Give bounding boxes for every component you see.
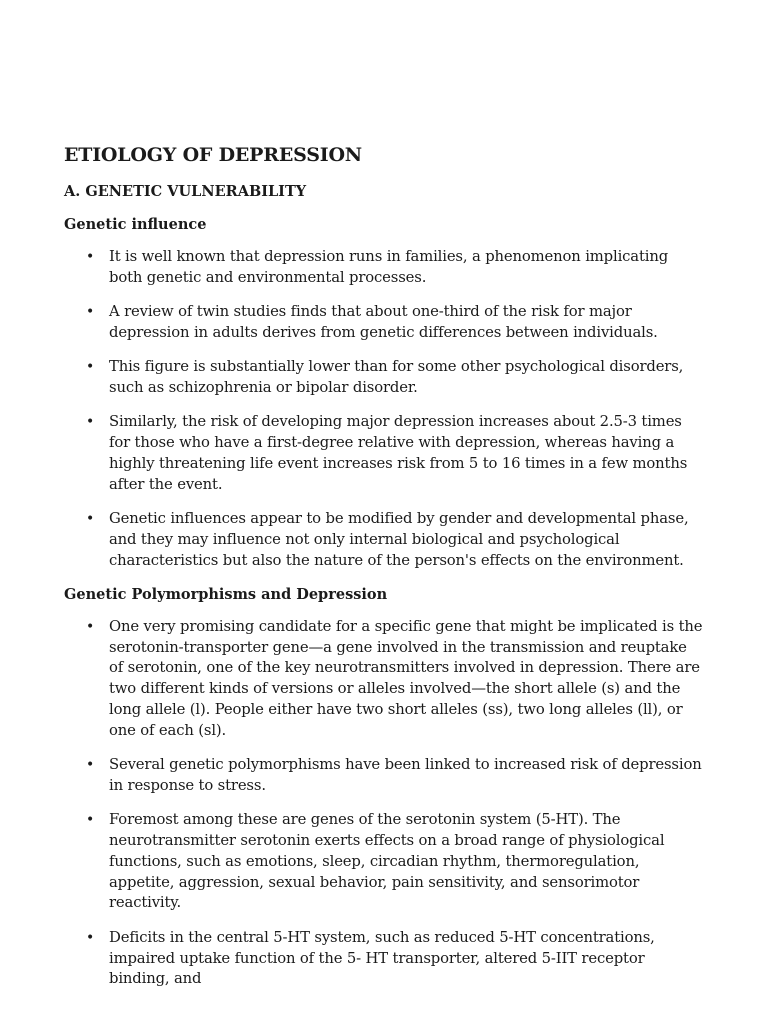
bullet-icon: • <box>86 249 95 265</box>
polymorphisms-list <box>64 617 704 990</box>
list-item <box>64 755 704 797</box>
list-item <box>64 928 704 990</box>
list-item-text: A review of twin studies finds that about one-third of the risk for major depression in adults derives from genetic differences between individuals. <box>109 303 658 341</box>
list-item-text: Genetic influences appear to be modified by gender and developmental phase, and they may influence not only internal biological and psychological characteristics but also the nature of the person's effects on the environment. <box>109 509 689 569</box>
bullet-icon: • <box>86 618 95 635</box>
section-heading-genetic-vulnerability: A. GENETIC VULNERABILITY <box>64 183 307 200</box>
subheading-genetic-polymorphisms: Genetic Polymorphisms and Depression <box>64 585 388 603</box>
list-item <box>64 509 704 571</box>
list-item-text: Foremost among these are genes of the serotonin system (5-HT). The neurotransmitter serotonin exerts effects on a broad range of physiological functions, such as emotions, sleep, circadian rhythm, thermoregulation, appetite, aggression, sexual behavior, pain sensitivity, and sensorimotor reactivity. <box>109 811 665 912</box>
list-item <box>64 617 704 742</box>
bullet-icon: • <box>86 757 95 774</box>
list-item-text: It is well known that depression runs in families, a phenomenon implicating both genetic and environmental processes. <box>109 248 669 286</box>
bullet-icon: • <box>86 812 95 829</box>
list-item <box>64 302 704 344</box>
list-item-text: This figure is substantially lower than for some other psychological disorders, such as schizophrenia or bipolar disorder. <box>109 358 684 396</box>
bullet-icon: • <box>86 929 95 946</box>
bullet-icon: • <box>86 359 95 376</box>
document-page <box>64 142 704 1004</box>
page-title: ETIOLOGY OF DEPRESSION <box>64 144 362 166</box>
list-item-text: Similarly, the risk of developing major depression increases about 2.5-3 times for those who have a first-degree relative with depression, whereas having a highly threatening life event increases risk from 5 to 16 times in a few months after the event. <box>109 413 688 493</box>
bullet-icon: • <box>86 414 95 431</box>
list-item-text: Deficits in the central 5-HT system, such as reduced 5-HT concentrations, impaired uptake function of the 5- HT transporter, altered 5-IIT receptor binding, and <box>109 928 655 988</box>
list-item <box>64 247 704 289</box>
bullet-icon: • <box>86 510 95 527</box>
list-item-text: Several genetic polymorphisms have been linked to increased risk of depression in response to stress. <box>109 756 702 794</box>
bullet-icon: • <box>86 304 95 321</box>
subheading-genetic-influence: Genetic influence <box>64 216 207 233</box>
list-item <box>64 810 704 914</box>
list-item-text: One very promising candidate for a specific gene that might be implicated is the serotonin-transporter gene—a gene involved in the transmission and reuptake of serotonin, one of the key neurotransmitters involved in depression. There are two different kinds of versions or alleles involved—the short allele (s) and the long allele (l). People either have two short alleles (ss), two long alleles (ll), or one of each (sl). <box>109 617 703 739</box>
list-item <box>64 412 704 495</box>
genetic-influence-list <box>64 247 704 571</box>
list-item <box>64 357 704 399</box>
